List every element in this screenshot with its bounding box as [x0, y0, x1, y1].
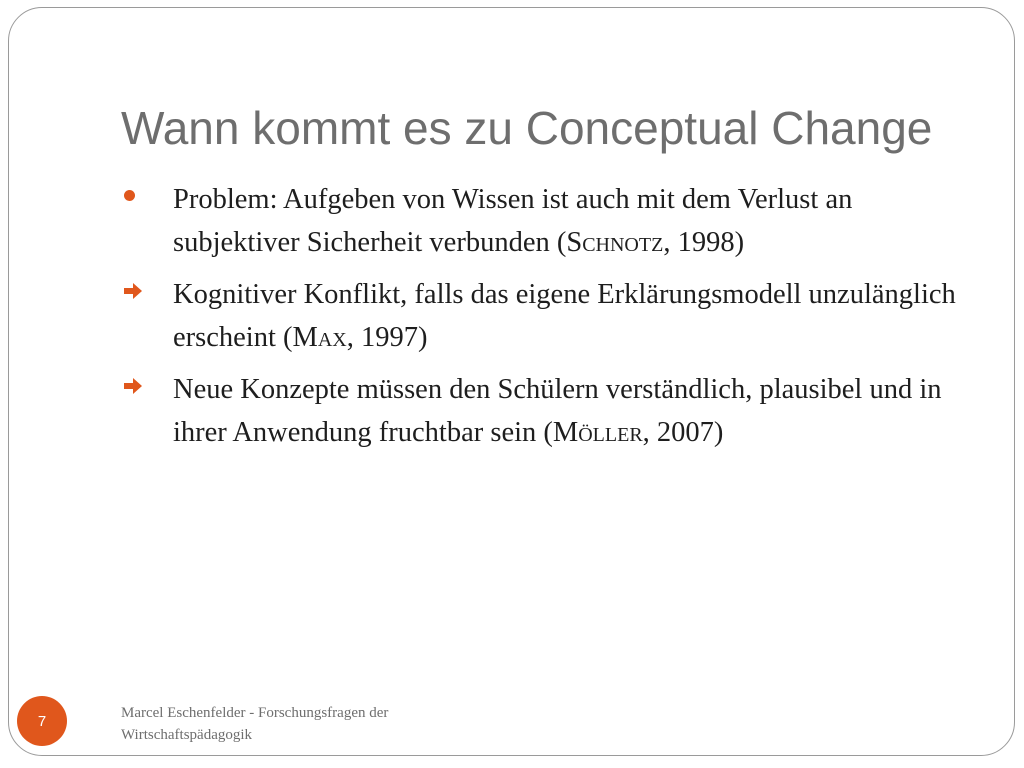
bullet-item — [121, 368, 971, 454]
citation-author: Max — [292, 322, 347, 353]
bullet-list — [121, 178, 971, 463]
citation-author: Möller — [552, 417, 643, 448]
bullet-text: Neue Konzepte müssen den Schülern verständlich, plausibel und in ihrer Anwendung fruchtbar sein (Möller, 2007) — [173, 374, 942, 448]
footer-line: Wirtschaftspädagogik — [121, 727, 253, 743]
bullet-text: Kognitiver Konflikt, falls das eigene Erklärungsmodell unzulänglich erscheint (Max, 1997) — [173, 279, 956, 353]
bullet-dot-icon — [121, 178, 145, 221]
footer-line: Marcel Eschenfelder - Forschungsfragen der — [121, 705, 389, 721]
bullet-text: Problem: Aufgeben von Wissen ist auch mit dem Verlust an subjektiver Sicherheit verbunden (Schnotz, 1998) — [173, 184, 853, 258]
citation-author: Schnotz — [566, 227, 664, 258]
slide-frame — [8, 7, 1015, 756]
slide-footer — [121, 702, 451, 746]
slide-number-badge: 7 — [17, 696, 67, 746]
bullet-item — [121, 273, 971, 359]
arrow-right-icon — [121, 273, 145, 316]
slide-title: Wann kommt es zu Conceptual Change — [121, 102, 933, 154]
arrow-right-icon — [121, 368, 145, 411]
bullet-item — [121, 178, 971, 264]
